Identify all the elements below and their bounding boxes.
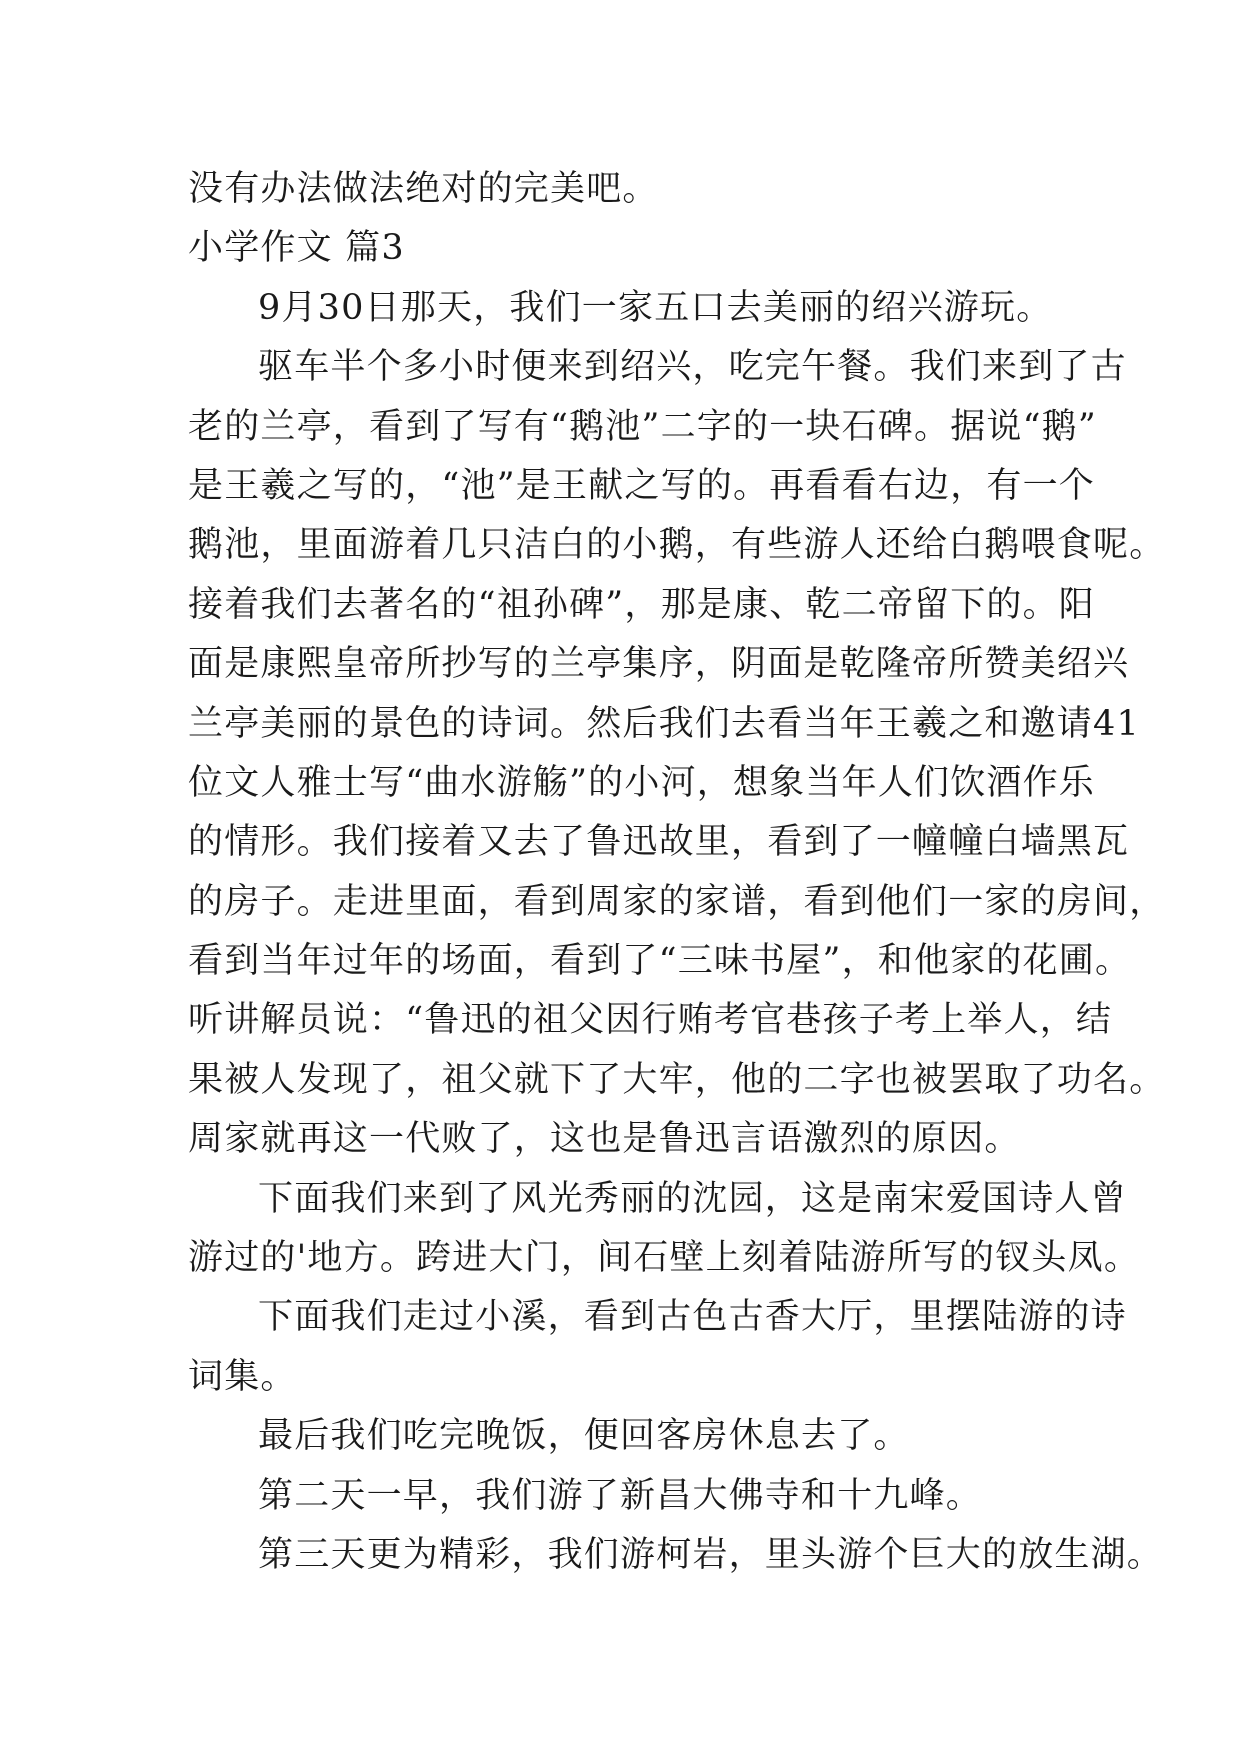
paragraph-line: 兰亭美丽的景色的诗词。然后我们去看当年王羲之和邀请41	[188, 703, 1140, 744]
paragraph-line: 位文人雅士写“曲水游觞”的小河，想象当年人们饮酒作乐	[188, 762, 1095, 803]
paragraph-line: 接着我们去著名的“祖孙碑”，那是康、乾二帝留下的。阳	[188, 584, 1095, 625]
paragraph-line: 听讲解员说：“鲁迅的祖父因行贿考官巷孩子考上举人，结	[188, 1000, 1113, 1041]
paragraph-4	[188, 1288, 1127, 1407]
paragraph-5	[188, 1407, 1068, 1466]
paragraph-line: 果被人发现了，祖父就下了大牢，他的二字也被罢取了功名。	[188, 1059, 1166, 1100]
paragraph-3	[188, 1170, 1141, 1289]
paragraph-line: 驱车半个多小时便来到绍兴，吃完午餐。我们来到了古	[258, 347, 1127, 388]
paragraph-line: 鹅池，里面游着几只洁白的小鹅，有些游人还给白鹅喂食呢。	[188, 525, 1166, 566]
paragraph-line: 下面我们来到了风光秀丽的沈园，这是南宋爱国诗人曾	[258, 1178, 1127, 1219]
paragraph-line: 是王羲之写的，“池”是王献之写的。再看看右边，有一个	[188, 465, 1095, 506]
paragraph-line: 词集。	[188, 1356, 297, 1397]
paragraph-line: 老的兰亭，看到了写有“鹅池”二字的一块石碑。据说“鹅”	[188, 406, 1097, 447]
paragraph-line: 游过的'地方。跨进大门，间石壁上刻着陆游所写的钗头凤。	[188, 1238, 1141, 1279]
paragraph-line: 下面我们走过小溪，看到古色古香大厅，里摆陆游的诗	[258, 1297, 1127, 1338]
paragraph-line: 最后我们吃完晚饭，便回客房休息去了。	[258, 1416, 910, 1457]
paragraph-line: 的房子。走进里面，看到周家的家谱，看到他们一家的房间，	[188, 881, 1166, 922]
paragraph-line: 9月30日那天，我们一家五口去美丽的绍兴游玩。	[258, 287, 1053, 328]
paragraph-6	[188, 1467, 1068, 1526]
paragraph-7	[188, 1526, 1164, 1585]
paragraph-2	[188, 338, 1166, 1169]
paragraph-line: 第三天更为精彩，我们游柯岩，里头游个巨大的放生湖。	[258, 1534, 1164, 1575]
paragraph-1	[188, 279, 1068, 338]
paragraph-line: 第二天一早，我们游了新昌大佛寺和十九峰。	[258, 1475, 983, 1516]
paragraph-line: 周家就再这一代败了，这也是鲁迅言语激烈的原因。	[188, 1119, 1021, 1160]
paragraph-line: 的情形。我们接着又去了鲁迅故里，看到了一幢幢白墙黑瓦	[188, 822, 1130, 863]
paragraph-line: 看到当年过年的场面，看到了“三味书屋”，和他家的花圃。	[188, 941, 1132, 982]
document-body	[188, 160, 1166, 1585]
paragraph-line: 面是康熙皇帝所抄写的兰亭集序，阴面是乾隆帝所赞美绍兴	[188, 644, 1130, 685]
section-title: 小学作文 篇3	[188, 228, 405, 269]
opening-line: 没有办法做法绝对的完美吧。	[188, 169, 659, 209]
